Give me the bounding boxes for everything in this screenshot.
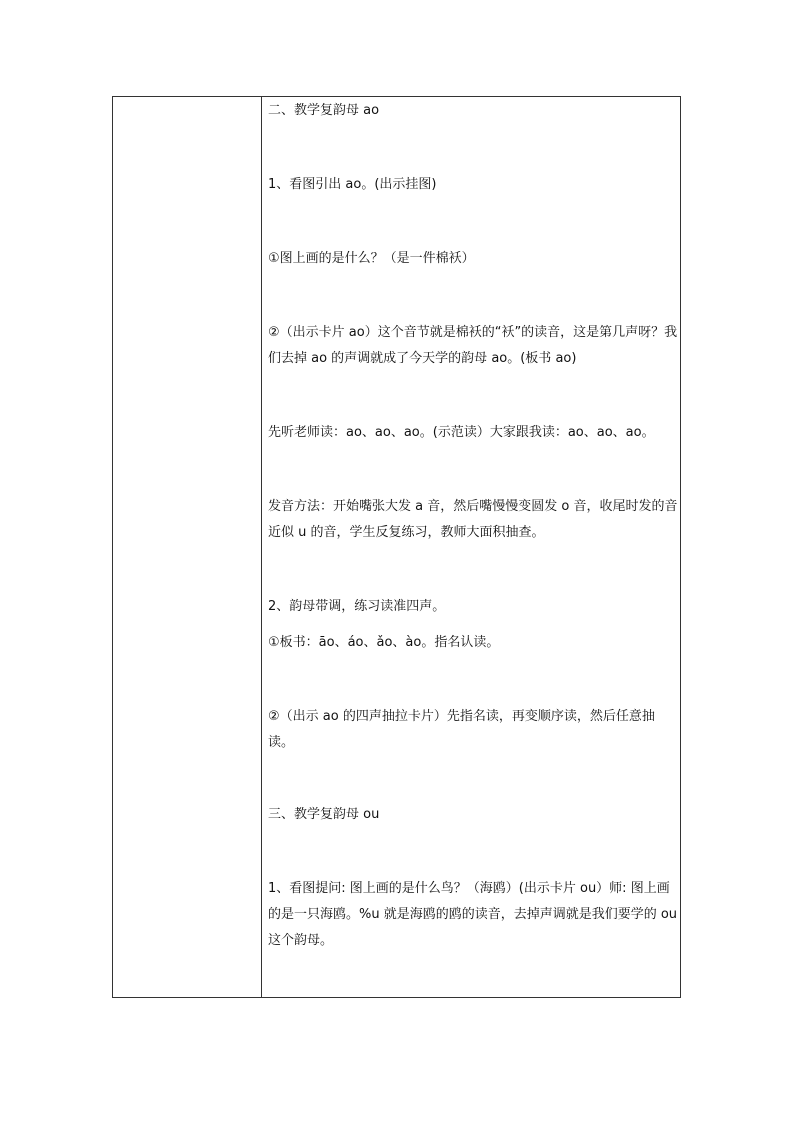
paragraph-question-1: ①图上画的是什么？（是一件棉袄） bbox=[268, 251, 475, 266]
paragraph-step-2: 2、韵母带调，练习读准四声。 bbox=[268, 599, 446, 614]
paragraph-card-ao: ②（出示卡片 ao）这个音节就是棉袄的“袄”的读音，这是第几声呀？我们去掉 ao 的声调就成了今天学的韵母 ao。(板书 ao) bbox=[268, 325, 678, 366]
paragraph-tones: ①板书：āo、áo、ǎo、ào。指名认读。 bbox=[268, 635, 500, 650]
section-heading-ao: 二、教学复韵母 ao bbox=[268, 103, 380, 118]
paragraph-step-1: 1、看图引出 ao。(出示挂图) bbox=[268, 177, 437, 192]
paragraph-teacher-reads: 先听老师读：ao、ao、ao。(示范读）大家跟我读：ao、ao、ao。 bbox=[268, 425, 655, 440]
table-right-column bbox=[262, 97, 680, 997]
lesson-table bbox=[112, 96, 681, 998]
paragraph-card-tones: ②（出示 ao 的四声抽拉卡片）先指名读，再变顺序读，然后任意抽读。 bbox=[268, 709, 655, 750]
section-heading-ou: 三、教学复韵母 ou bbox=[268, 807, 380, 822]
table-left-column bbox=[113, 97, 262, 997]
paragraph-ou-step-1: 1、看图提问: 图上画的是什么鸟？（海鸥）(出示卡片 ou）师: 图上画的是一只海鸥。%u 就是海鸥的鸥的读音，去掉声调就是我们要学的 ou 这个韵母。 bbox=[268, 881, 678, 948]
paragraph-pronunciation: 发音方法：开始嘴张大发 a 音，然后嘴慢慢变圆发 o 音，收尾时发的音近似 u 的音，学生反复练习，教师大面积抽查。 bbox=[268, 499, 678, 540]
